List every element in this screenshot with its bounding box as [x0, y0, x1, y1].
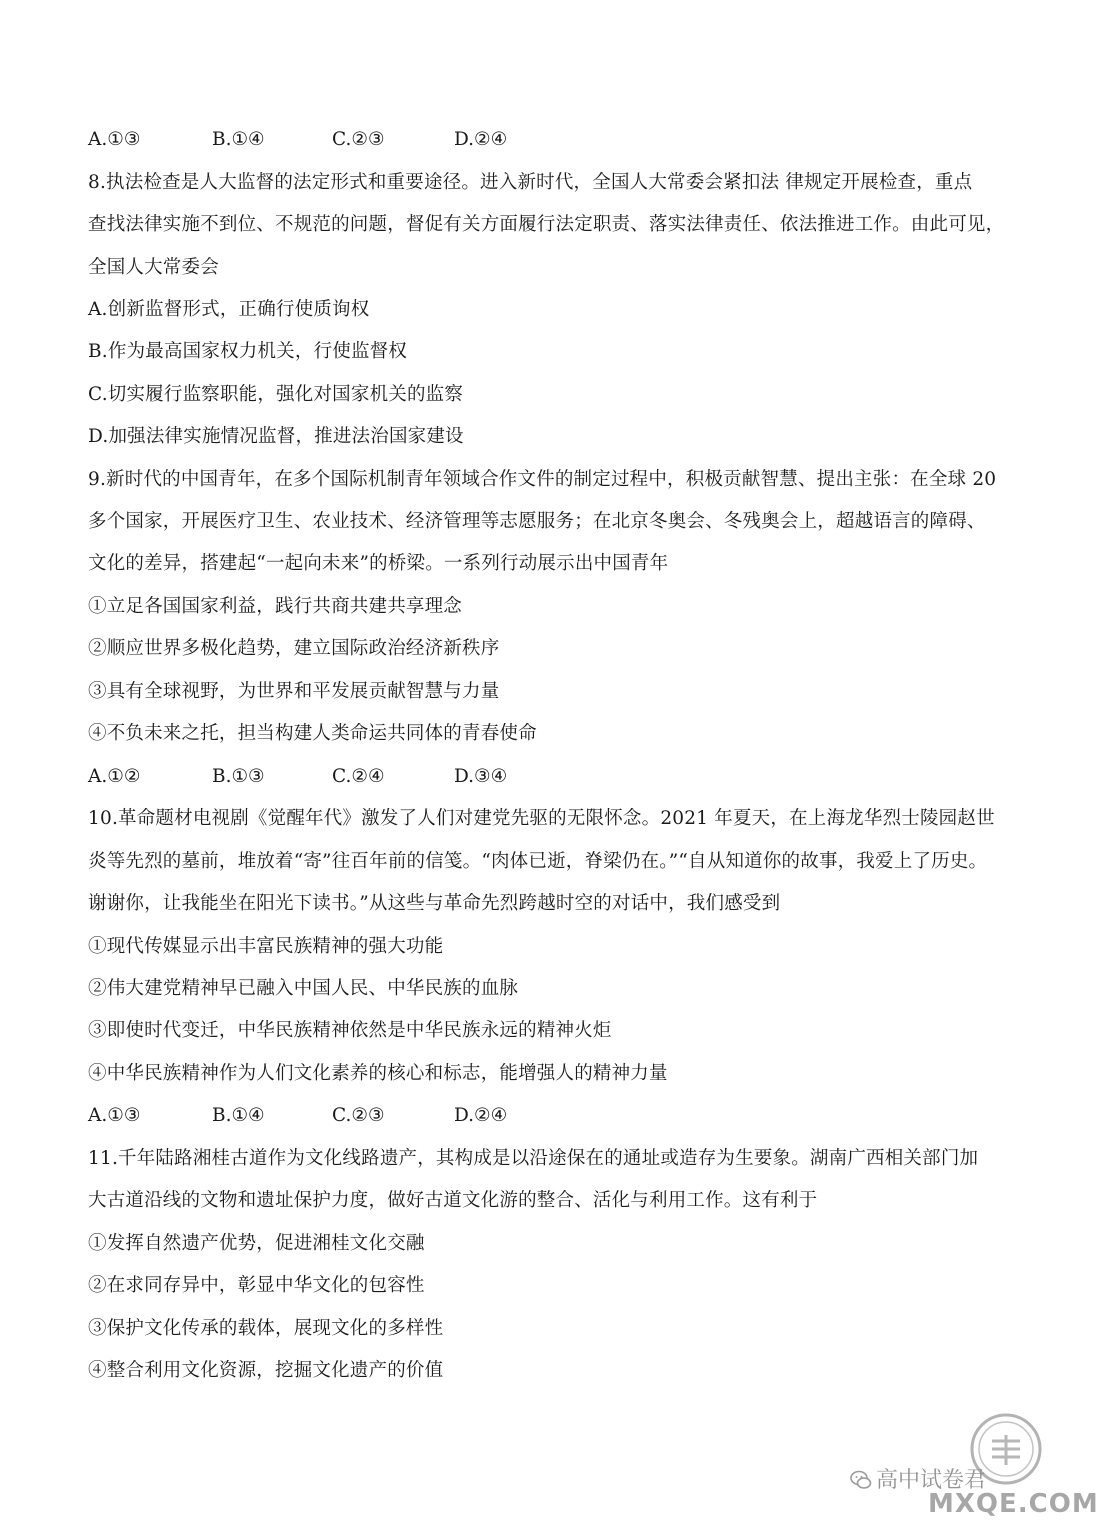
q10-stem-line-3: 谢谢你，让我能坐在阳光下读书。”从这些与革命先烈跨越时空的对话中，我们感受到	[88, 893, 781, 914]
watermark	[850, 1411, 1099, 1521]
q11-item-4: ④整合利用文化资源，挖掘文化遗产的价值	[88, 1360, 444, 1381]
q9-option-c: C.②④	[332, 766, 385, 787]
q8-choice-a: A.创新监督形式，正确行使质询权	[88, 299, 370, 320]
q10-stem-line-1: 10.革命题材电视剧《觉醒年代》激发了人们对建党先驱的无限怀念。2021 年夏天，在上海龙华烈士陵园赵世	[88, 808, 995, 829]
q8-stem-line-2: 查找法律实施不到位、不规范的问题，督促有关方面履行法定职责、落实法律责任、依法推进工作。由此可见，	[88, 214, 1005, 235]
q9-stem-line-3: 文化的差异，搭建起“一起向未来”的桥梁。一系列行动展示出中国青年	[88, 553, 669, 574]
q7-option-d: D.②④	[454, 129, 508, 150]
q10-item-2: ②伟大建党精神早已融入中国人民、中华民族的血脉	[88, 978, 519, 999]
q8-stem-line-3: 全国人大常委会	[88, 257, 219, 278]
q9-options	[88, 764, 688, 790]
q8-choice-c: C.切实履行监察职能，强化对国家机关的监察	[88, 384, 464, 405]
q9-stem-line-1: 9.新时代的中国青年，在多个国际机制青年领域合作文件的制定过程中，积极贡献智慧、提出主张：在全球 20	[88, 469, 997, 490]
q9-option-a: A.①②	[88, 766, 141, 787]
q10-item-1: ①现代传媒显示出丰富民族精神的强大功能	[88, 936, 444, 957]
q8-choice-d: D.加强法律实施情况监督，推进法治国家建设	[88, 426, 464, 447]
q10-item-3: ③即使时代变迁，中华民族精神依然是中华民族永远的精神火炬	[88, 1020, 612, 1041]
q9-item-1: ①立足各国国家利益，践行共商共建共享理念	[88, 596, 463, 617]
q8-choice-b: B.作为最高国家权力机关，行使监督权	[88, 341, 408, 362]
q10-stem-line-2: 炎等先烈的墓前，堆放着“寄”往百年前的信笺。“肉体已逝，脊梁仍在。”“自从知道你的故事，我爱上了历史。	[88, 851, 988, 872]
q9-item-3: ③具有全球视野，为世界和平发展贡献智慧与力量	[88, 681, 500, 702]
wechat-icon	[850, 1469, 872, 1491]
q9-stem-line-2: 多个国家，开展医疗卫生、农业技术、经济管理等志愿服务；在北京冬奥会、冬残奥会上，超越语言的障碍、	[88, 511, 986, 532]
watermark-account-name: 高中试卷君	[876, 1468, 987, 1493]
q11-stem-line-1: 11.千年陆路湘桂古道作为文化线路遗产，其构成是以沿途保在的通址或造存为生要象。湖南广西相关部门加	[88, 1148, 979, 1169]
q11-item-2: ②在求同存异中，彰显中华文化的包容性	[88, 1275, 425, 1296]
q10-option-b: B.①④	[212, 1105, 265, 1126]
q11-stem-line-2: 大古道沿线的文物和遗址保护力度，做好古道文化游的整合、活化与利用工作。这有利于	[88, 1190, 818, 1211]
q9-option-d: D.③④	[454, 766, 508, 787]
q8-stem-line-1: 8.执法检查是人大监督的法定形式和重要途径。进入新时代，全国人大常委会紧扣法 律规定开展检查，重点	[88, 172, 973, 193]
q10-item-4: ④中华民族精神作为人们文化素养的核心和标志，能增强人的精神力量	[88, 1063, 668, 1084]
q7-option-c: C.②③	[332, 129, 385, 150]
q9-item-4: ④不负未来之托，担当构建人类命运共同体的青春使命	[88, 723, 537, 744]
q7-option-b: B.①④	[212, 129, 265, 150]
q11-item-1: ①发挥自然遗产优势，促进湘桂文化交融	[88, 1233, 425, 1254]
q9-item-2: ②顺应世界多极化趋势，建立国际政治经济新秩序	[88, 638, 500, 659]
q10-option-d: D.②④	[454, 1105, 508, 1126]
q10-options	[88, 1103, 688, 1129]
q7-options	[88, 127, 688, 153]
q10-option-a: A.①③	[88, 1105, 141, 1126]
q10-option-c: C.②③	[332, 1105, 385, 1126]
watermark-site: MXQE.COM	[928, 1489, 1099, 1519]
q11-item-3: ③保护文化传承的载体，展现文化的多样性	[88, 1318, 444, 1339]
q9-option-b: B.①③	[212, 766, 265, 787]
q7-option-a: A.①③	[88, 129, 141, 150]
